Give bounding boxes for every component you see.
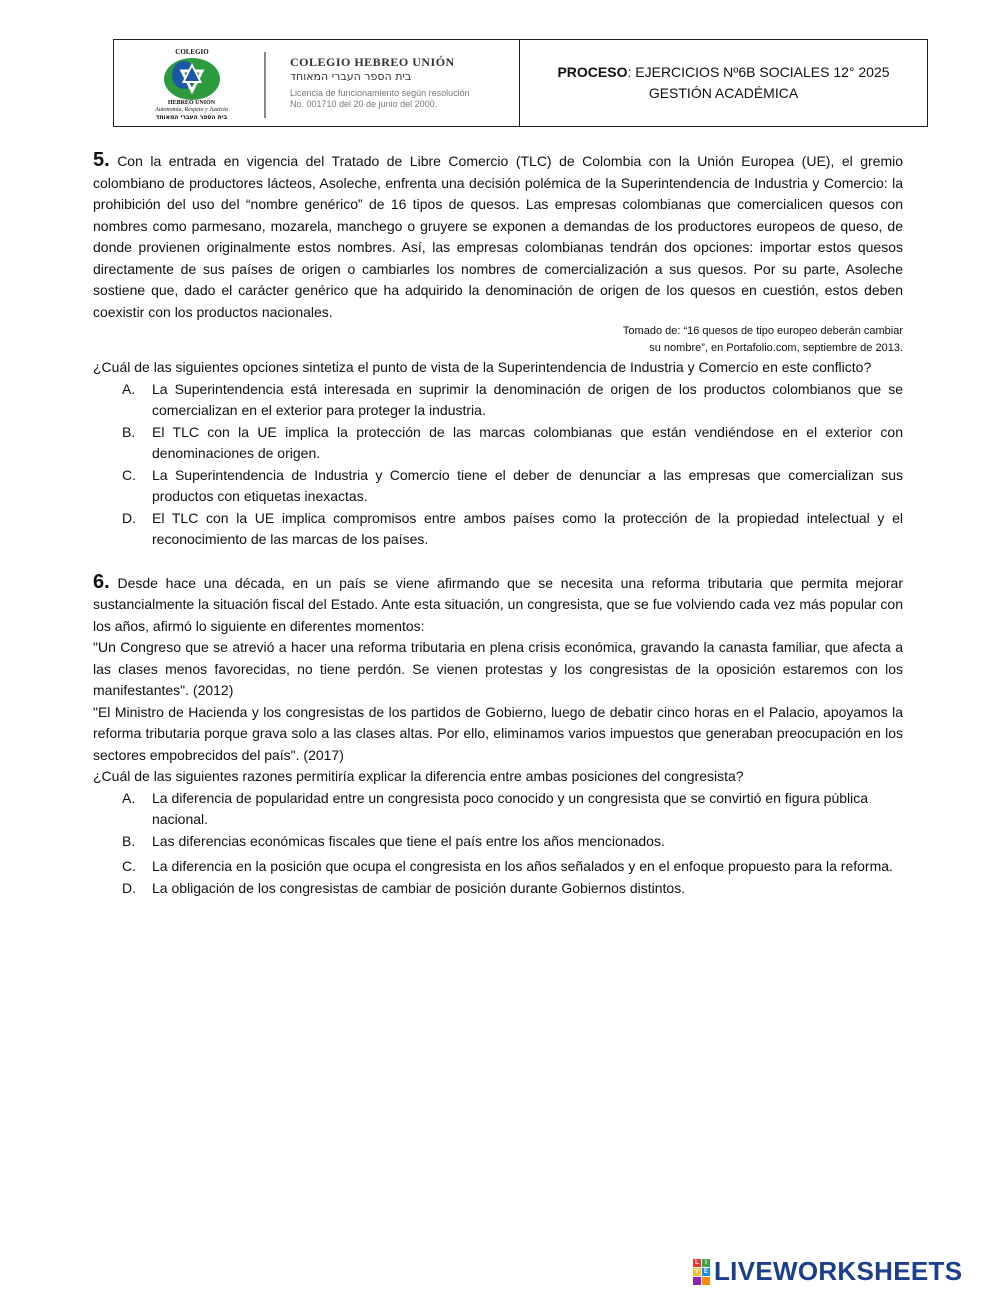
liveworksheets-logo[interactable] [693, 1256, 962, 1287]
logo-emblem [162, 57, 222, 101]
process-label: PROCESO [557, 64, 628, 80]
q5-source [93, 323, 903, 357]
icon-cell [693, 1277, 701, 1285]
icon-cell: L [693, 1259, 701, 1267]
option-letter: C. [122, 858, 136, 874]
option-text: La Superintendencia de Industria y Comercio tiene el deber de denunciar a las empresas que comercializan sus productos con etiquetas inexactas. [152, 466, 903, 504]
q6-option-c[interactable] [93, 856, 903, 878]
license-line-1: Licencia de funcionamiento según resolución [290, 88, 470, 98]
q5-option-d[interactable] [93, 508, 903, 551]
option-letter: A. [122, 789, 136, 806]
option-letter: B. [122, 423, 136, 440]
option-letter: D. [122, 509, 136, 526]
logo-name: HEBREO UNIÓN [167, 100, 216, 106]
license-line-2: No. 001710 del 20 de junio del 2000. [290, 99, 438, 109]
option-text: Las diferencias económicas fiscales que tiene el país entre los años mencionados. [152, 832, 665, 849]
q5-question: ¿Cuál de las siguientes opciones sintetiza el punto de vista de la Superintendencia de Industria y Comercio en este conflicto? [93, 359, 872, 375]
process-value: : EJERCICIOS Nº6B SOCIALES 12° 2025 [627, 64, 890, 80]
q5-option-a[interactable] [93, 379, 903, 422]
document-body [93, 150, 903, 899]
liveworksheets-icon [693, 1259, 710, 1285]
area-line: GESTIÓN ACADÉMICA [648, 85, 799, 101]
icon-cell: I [702, 1259, 710, 1267]
icon-cell [702, 1277, 710, 1285]
spacer [93, 551, 903, 572]
q6-text: Desde hace una década, en un país se viene afirmando que se necesita una reforma tributaria que permita mejorar sustancialmente la situación fiscal del Estado. Ante esta situación, un congresista, que se fue volviendo cada vez más popular con los años, afirmó lo siguiente en diferentes momentos: [93, 574, 904, 634]
school-name: COLEGIO HEBREO UNIÓN [290, 55, 455, 69]
q5-source-line-2: su nombre”, en Portafolio.com, septiembre de 2013. [649, 342, 903, 354]
q6-option-d[interactable] [93, 878, 903, 900]
icon-cell: V [694, 1268, 699, 1275]
option-text: La diferencia en la posición que ocupa el congresista en los años señalados y en el enfoque propuesto para la reforma. [152, 858, 893, 874]
option-text: El TLC con la UE implica compromisos entre ambos países como la protección de la propiedad intelectual y el reconocimiento de las marcas de los países. [152, 509, 903, 547]
option-text: La Superintendencia está interesada en suprimir la denominación de origen de los productos colombianos que se comercializan en el exterior para proteger la industria. [152, 380, 903, 418]
q5-statement [93, 150, 903, 323]
header-logo-cell [114, 40, 520, 126]
q5-option-c[interactable] [93, 465, 903, 508]
option-letter: C. [122, 466, 136, 483]
document-header [113, 39, 928, 127]
q6-number: 6. [93, 570, 110, 593]
q5-source-line-1: Tomado de: “16 quesos de tipo europeo deberán cambiar [622, 325, 903, 337]
option-letter: A. [122, 380, 136, 397]
liveworksheets-wordmark: LIVEWORKSHEETS [714, 1256, 963, 1286]
q6-quote-1: "Un Congreso que se atrevió a hacer una reforma tributaria en plena crisis económica, gravando la canasta familiar, que afecta a las clases menos favorecidas, no tiene perdón. Se vienen protestas y los congresistas de la oposición estaremos con los manifestantes". (2012) [93, 639, 903, 698]
q5-options [93, 379, 903, 551]
header-divider [264, 52, 266, 118]
school-logo [144, 48, 239, 124]
school-hebrew-name: בית הספר העברי המאוחד [290, 70, 412, 83]
option-text: La diferencia de popularidad entre un congresista poco conocido y un congresista que se convirtió en figura pública nacional. [152, 789, 869, 827]
q5-text: Con la entrada en vigencia del Tratado de Libre Comercio (TLC) de Colombia con la Unión Europea (UE), el gremio colombiano de productores lácteos, Asoleche, enfrenta una decisión polémica de la Superintendencia de Industria y Comercio: la prohibición del uso del “nombre genérico” de 16 tipos de quesos. Las empresas colombianas que comercialicen quesos con nombres como parmesano, mozarela, manchego o gruyere se exponen a demandas de los productores europeos de queso, de donde provienen originalmente estos nombres. Así, las empresas colombianas tendrán dos opciones: importar estos quesos directamente de sus países de origen o cambiarles los nombres de comercialización a sus quesos. Por su parte, Asoleche sostiene que, dado el carácter genérico que ha adquirido la denominación de origen de los quesos en cuestión, estos deben coexistir con los productos nacionales. [93, 153, 904, 320]
q6-options [93, 788, 903, 900]
icon-cell: E [703, 1268, 708, 1275]
q6-option-a[interactable] [93, 788, 903, 831]
option-text: La obligación de los congresistas de cambiar de posición durante Gobiernos distintos. [152, 879, 686, 896]
option-text: El TLC con la UE implica la protección de las marcas colombianas que están vendiéndose en el exterior con denominaciones de origen. [152, 423, 903, 461]
q6-question: ¿Cuál de las siguientes razones permitiría explicar la diferencia entre ambas posiciones del congresista? [93, 768, 744, 784]
header-process-cell [520, 40, 927, 126]
option-letter: B. [122, 832, 136, 849]
q6-statement [93, 572, 903, 638]
process-line [557, 62, 889, 83]
option-letter: D. [122, 879, 136, 896]
logo-hebrew: בית הספר העברי המאוחד [155, 114, 228, 121]
q6-option-b[interactable] [93, 831, 903, 853]
logo-bottom-text [144, 100, 239, 121]
logo-top-text: COLEGIO [175, 48, 209, 56]
q6-quote-2: "El Ministro de Hacienda y los congresistas de los partidos de Gobierno, luego de debatir cinco horas en el Palacio, apoyamos la reforma tributaria porque grava solo a las clases altas. Por ello, eliminamos varios impuestos que generaban preocupación en los sectores empobrecidos del país". (2017) [93, 703, 903, 763]
logo-motto: Autonomía, Respeto y Justicia [155, 107, 228, 113]
license-text [290, 88, 470, 110]
q5-option-b[interactable] [93, 422, 903, 465]
q5-number: 5. [93, 149, 110, 171]
